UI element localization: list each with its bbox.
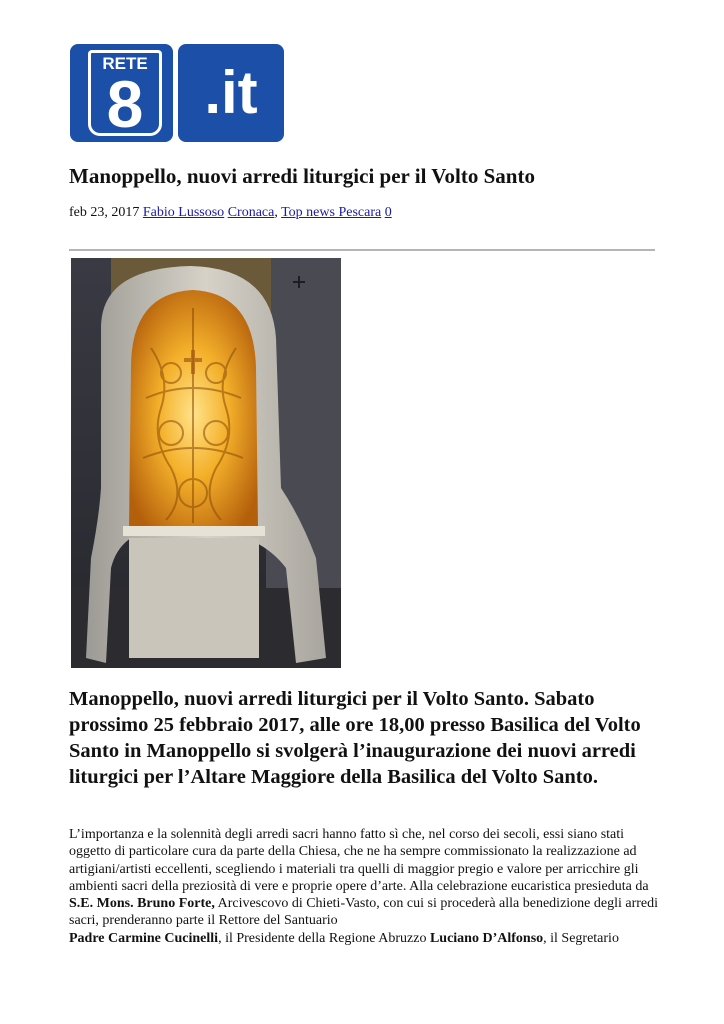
- author-link[interactable]: Fabio Lussoso: [142, 205, 225, 220]
- logo-it-text: .it: [204, 59, 258, 126]
- rete8-logo[interactable]: [70, 44, 284, 142]
- body-text-part-2: Arcivescovo di Chieti-Vasto, con cui si procederà alla benedizione degli arredi sacri, prenderanno parte il Rettore del Santuario: [69, 896, 659, 929]
- comments-count-link[interactable]: 0: [384, 205, 392, 220]
- body-text-part-1: L’importanza e la solennità degli arredi sacri hanno fatto sì che, nel corso dei secoli, essi siano stati oggetto di particolare cura da parte della Chiesa, che ne ha sempre commissionato la realizzazione ad artigiani/artisti eccellenti, scegliendo i materiali tra quelli di maggior pregio e valore per arricchire gli ambienti sacri della preziosità di vere e proprie opere d’arte. Alla celebrazione eucaristica presieduta da: [69, 827, 649, 894]
- logo-it-block: [178, 44, 284, 142]
- altar-throne-photo: [71, 258, 341, 668]
- body-text-part-4: , il Segretario: [543, 930, 619, 946]
- logo-eight-text: 8: [88, 75, 162, 136]
- category-link-top-news-pescara[interactable]: Top news Pescara: [281, 205, 382, 220]
- category-separator: ,: [274, 205, 278, 220]
- article-meta: [69, 204, 392, 222]
- rector-name: Padre Carmine Cucinelli: [69, 930, 219, 946]
- article-date: feb 23, 2017: [69, 205, 140, 220]
- logo-rete-text: RETE: [88, 50, 162, 75]
- article-title: Manoppello, nuovi arredi liturgici per il Volto Santo: [69, 164, 535, 188]
- logo-rete8-block: [70, 44, 173, 142]
- article-body: [69, 826, 659, 947]
- body-text-part-3: , il Presidente della Regione Abruzzo: [218, 930, 427, 946]
- category-link-cronaca[interactable]: Cronaca: [227, 205, 275, 220]
- article-lead: Manoppello, nuovi arredi liturgici per il Volto Santo. Sabato prossimo 25 febbraio 2017, alle ore 18,00 presso Basilica del Volto Santo in Manoppello si svolgerà l’inaugurazione dei nuovi arredi liturgici per l’Altare Maggiore della Basilica del Volto Santo.: [69, 688, 641, 788]
- bishop-name: S.E. Mons. Bruno Forte,: [69, 896, 215, 912]
- header-divider: [69, 249, 655, 251]
- president-name: Luciano D’Alfonso: [429, 930, 544, 946]
